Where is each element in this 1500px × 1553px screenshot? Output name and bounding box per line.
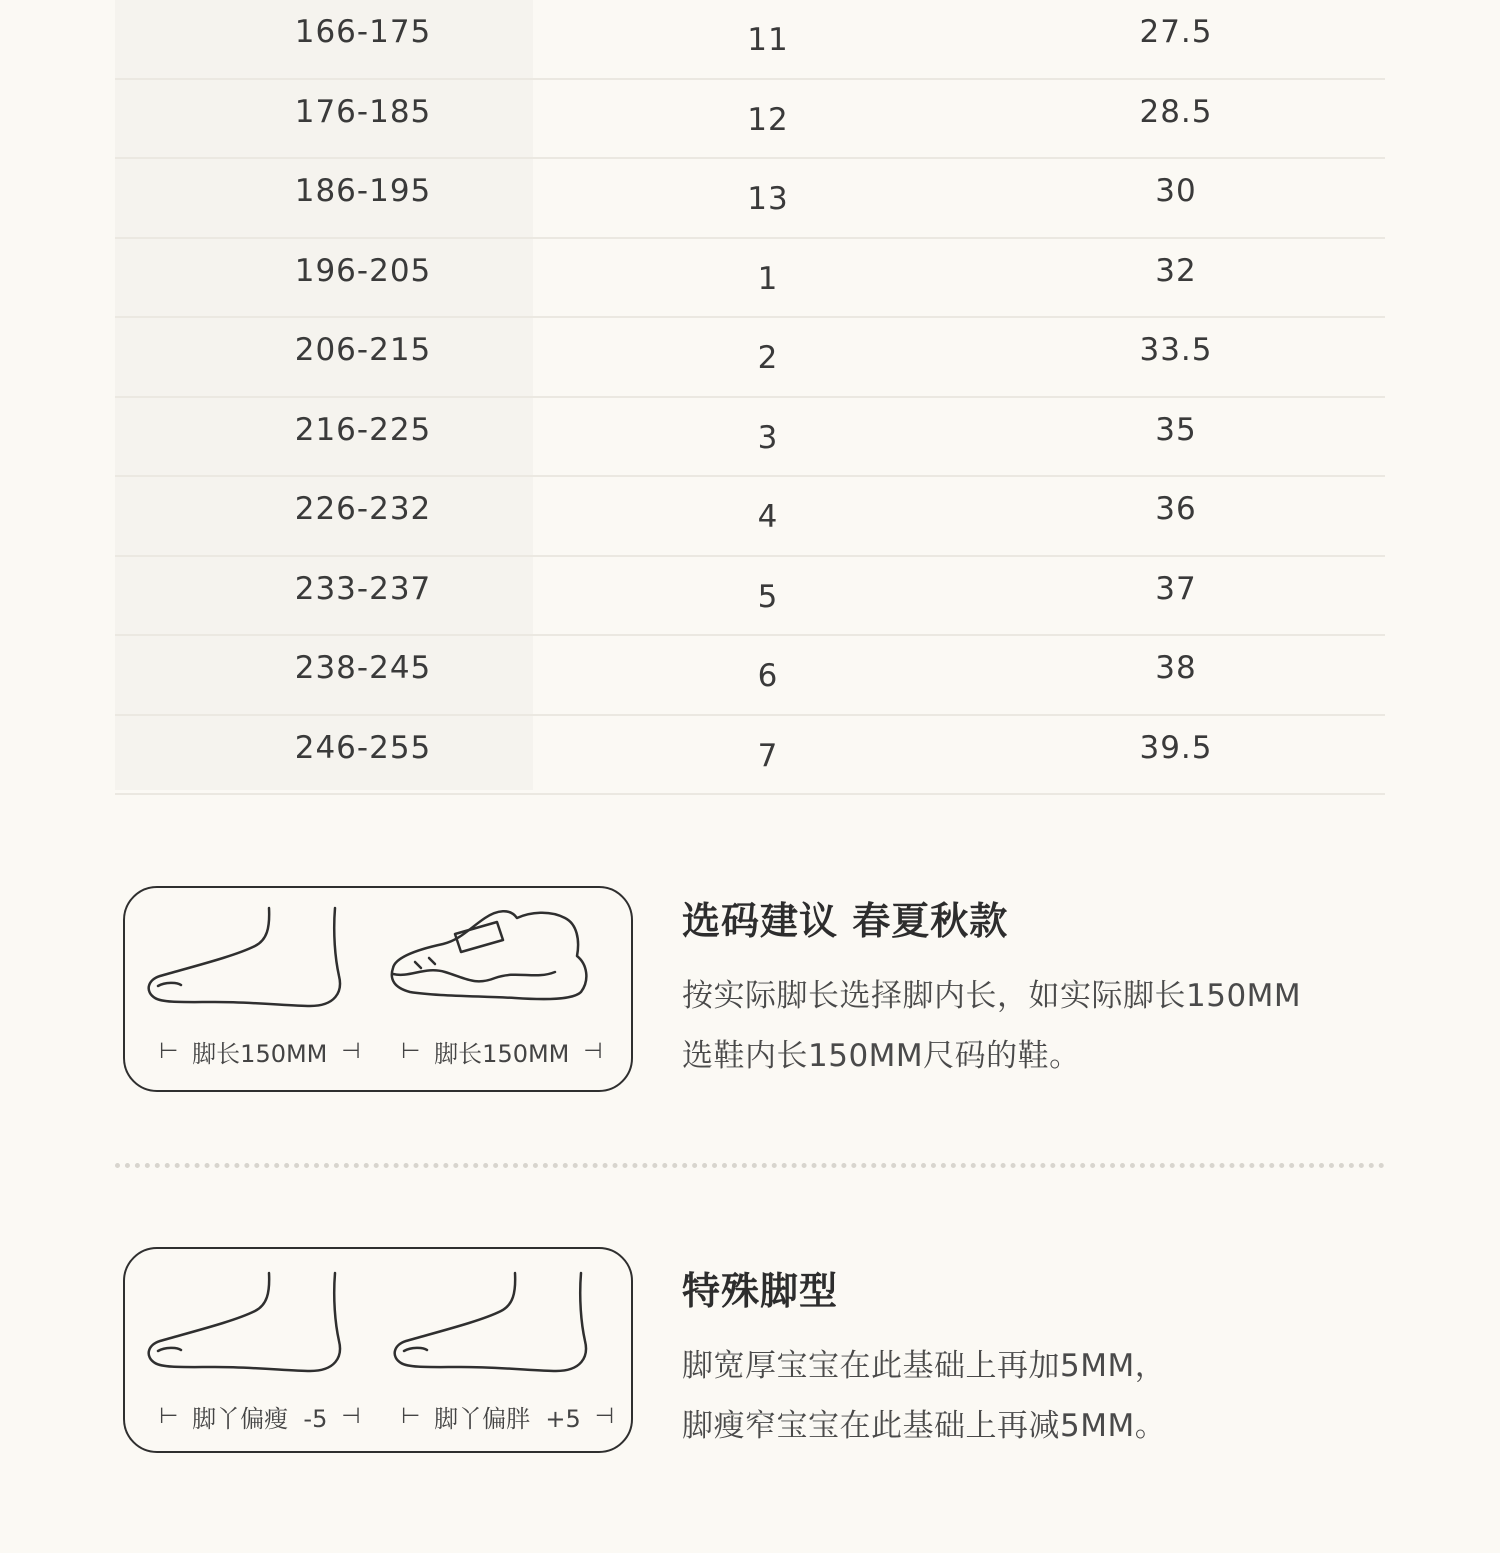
- table-row: [115, 716, 1385, 796]
- caption-text: 脚丫偏胖 +5: [434, 1405, 581, 1433]
- measure-end-icon: ⊣: [341, 1039, 361, 1064]
- us-size-cell: 1: [757, 260, 779, 297]
- measure-end-icon: ⊣: [583, 1039, 603, 1064]
- measure-start-icon: ⊢: [401, 1404, 421, 1429]
- measure-start-icon: ⊢: [401, 1039, 421, 1064]
- wide-foot-caption: [387, 1399, 628, 1434]
- eu-size-cell: 37: [1155, 570, 1197, 607]
- size-advice-line-1: 按实际脚长选择脚内长，如实际脚长150MM: [682, 978, 1302, 1014]
- measure-end-icon: ⊣: [341, 1404, 361, 1429]
- us-size-cell: 6: [757, 658, 779, 694]
- eu-size-cell: 32: [1155, 252, 1197, 289]
- foot-length-cell: 238-245: [294, 650, 432, 686]
- eu-size-cell: 33.5: [1139, 332, 1213, 368]
- table-row: [115, 239, 1385, 319]
- us-size-cell: 13: [747, 181, 789, 217]
- caption-text: 脚长150MM: [192, 1040, 328, 1068]
- size-advice-title: 选码建议 春夏秋款: [682, 899, 1009, 943]
- table-row: [115, 398, 1385, 478]
- foot-length-cell: 226-232: [294, 491, 432, 527]
- eu-size-cell: 30: [1155, 173, 1197, 209]
- foot-length-cell: 186-195: [294, 173, 432, 209]
- special-foot-title: 特殊脚型: [682, 1269, 839, 1313]
- foot-length-cell: 233-237: [294, 570, 432, 607]
- us-size-cell: 2: [757, 340, 779, 376]
- thin-foot-caption: [145, 1399, 375, 1434]
- foot-length-cell: 196-205: [294, 252, 432, 289]
- foot-length-caption: [145, 1034, 375, 1069]
- foot-length-cell: 166-175: [294, 14, 432, 50]
- table-row: [115, 80, 1385, 160]
- table-row: [115, 0, 1385, 80]
- foot-outline-icon: [149, 1273, 340, 1371]
- measure-end-icon: ⊣: [594, 1404, 614, 1429]
- foot-outline-icon: [149, 908, 340, 1006]
- measure-start-icon: ⊢: [159, 1404, 179, 1429]
- us-size-cell: 12: [747, 101, 789, 138]
- size-advice-line-2: 选鞋内长150MM尺码的鞋。: [682, 1038, 1081, 1074]
- shoe-length-caption: [387, 1034, 617, 1069]
- foot-length-cell: 176-185: [294, 93, 432, 130]
- special-foot-line-2: 脚瘦窄宝宝在此基础上再减5MM。: [682, 1408, 1167, 1444]
- table-row: [115, 477, 1385, 557]
- foot-length-cell: 216-225: [294, 411, 432, 448]
- table-row: [115, 636, 1385, 716]
- us-size-cell: 5: [757, 578, 779, 615]
- us-size-cell: 4: [757, 499, 779, 535]
- us-size-cell: 11: [747, 22, 789, 58]
- us-size-cell: 3: [757, 419, 779, 456]
- special-foot-illustration: [123, 1247, 633, 1453]
- special-foot-line-1: 脚宽厚宝宝在此基础上再加5MM，: [682, 1348, 1167, 1384]
- caption-text: 脚丫偏瘦 -5: [192, 1405, 328, 1433]
- dotted-divider: [115, 1163, 1385, 1168]
- eu-size-cell: 28.5: [1139, 93, 1213, 130]
- size-advice-illustration: [123, 886, 633, 1092]
- eu-size-cell: 35: [1155, 411, 1197, 448]
- foot-length-cell: 206-215: [294, 332, 432, 368]
- eu-size-cell: 36: [1155, 491, 1197, 527]
- table-row: [115, 318, 1385, 398]
- table-row: [115, 159, 1385, 239]
- sneaker-outline-icon: [392, 911, 587, 999]
- size-table: [115, 0, 1385, 795]
- table-row: [115, 557, 1385, 637]
- us-size-cell: 7: [757, 737, 779, 774]
- measure-start-icon: ⊢: [159, 1039, 179, 1064]
- foot-length-cell: 246-255: [294, 729, 432, 766]
- eu-size-cell: 38: [1155, 650, 1197, 686]
- eu-size-cell: 39.5: [1139, 729, 1213, 766]
- eu-size-cell: 27.5: [1139, 14, 1213, 50]
- foot-outline-icon: [395, 1273, 586, 1371]
- caption-text: 脚长150MM: [434, 1040, 570, 1068]
